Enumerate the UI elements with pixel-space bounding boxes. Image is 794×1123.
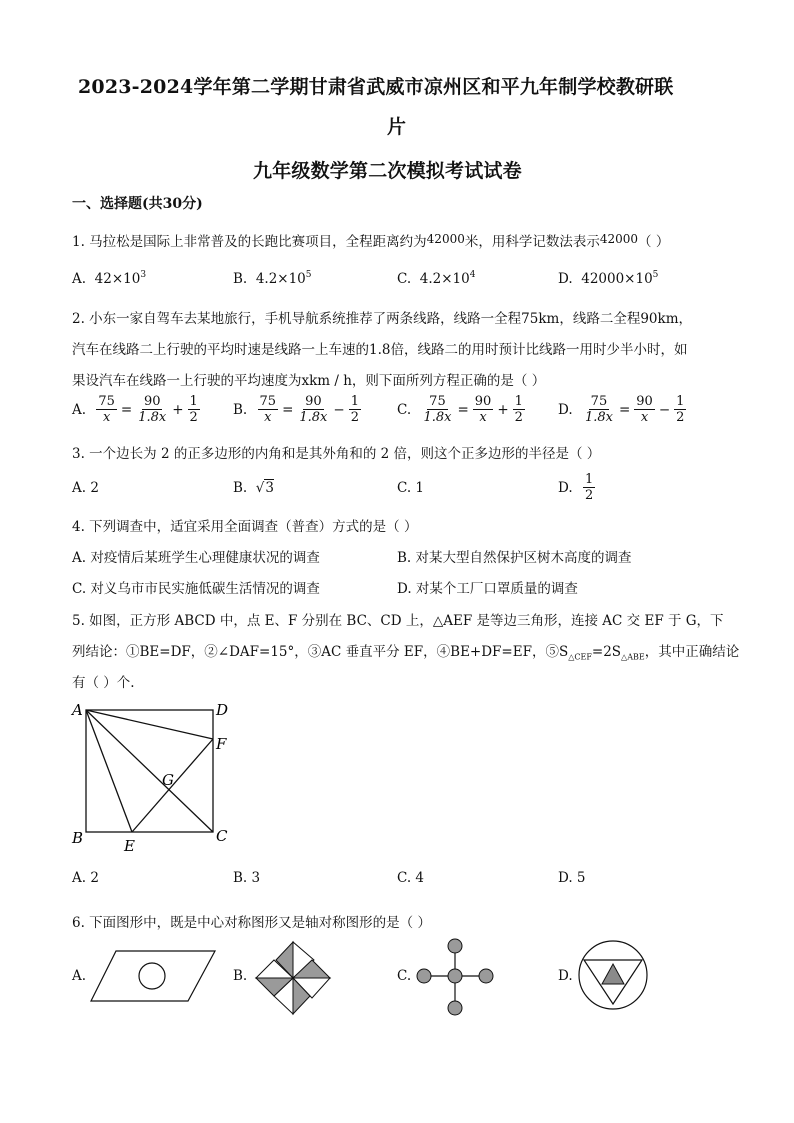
q6-label-a: A. <box>72 968 87 984</box>
q1-text-mid: 米，用科学记数法表示 <box>464 234 600 250</box>
section-heading: 一、选择题(共30分) <box>72 196 203 212</box>
q2-option-a: A. $\frac{75}{x}$ = $\frac{90}{1.8x}$ + $\frac{1}{2}$ <box>72 394 198 425</box>
q1-option-b: B. $4.2\times 10^5$ <box>233 270 312 287</box>
q2-line-1: 2. 小东一家自驾车去某地旅行，手机导航系统推荐了两条线路，线路一全程75km，线路二全程90km， <box>72 311 692 327</box>
q2-line-2: 汽车在线路二上行驶的平均时速是线路一上车速的1.8倍，线路二的用时预计比线路一用时少半小时，如 <box>72 342 688 358</box>
q4-option-d: D. 对某个工厂口罩质量的调查 <box>397 581 578 597</box>
q4-option-b: B. 对某大型自然保护区树木高度的调查 <box>397 550 632 566</box>
q1-num1: 42000 <box>426 232 465 246</box>
parallelogram-circle-figure <box>88 948 218 1004</box>
q5-line-2: 列结论：①BE=DF，②∠DAF=15°，③AC 垂直平分 EF，④BE+DF=EF，$⑤S_{\triangle CEF}=2S_{\triangle ABE}$，其中正确结论 <box>72 644 740 662</box>
q6-label-c: C. <box>397 968 412 984</box>
title-line-1: 2023-2024学年第二学期甘肃省武威市凉州区和平九年制学校教研联 <box>78 76 674 98</box>
question-3: 3. 一个边长为 2 的正多边形的内角和是其外角和的 2 倍，则这个正多边形的半径是（ ） <box>72 446 601 462</box>
question-1 <box>72 230 669 250</box>
q5-option-c: C. 4 <box>397 870 425 886</box>
q3-option-d: D. $\frac{1}{2}$ <box>558 472 594 503</box>
q5-line-1: 5. 如图，正方形 ABCD 中，点 E、F 分别在 BC、CD 上，△AEF 是等边三角形，连接 AC 交 EF 于 G，下 <box>72 613 724 629</box>
q1-num2: 42000 <box>599 232 639 246</box>
q2-option-b: B. $\frac{75}{x}$ = $\frac{90}{1.8x}$ − $\frac{1}{2}$ <box>233 394 359 425</box>
q5-option-a: A. 2 <box>72 870 99 886</box>
circle-triangle-figure <box>576 938 650 1012</box>
diagonal-ac <box>86 710 213 832</box>
segment-ae <box>86 710 132 832</box>
label-d: D <box>216 701 229 719</box>
q4-option-c: C. 对义乌市市民实施低碳生活情况的调查 <box>72 581 320 597</box>
label-g: G <box>162 771 174 789</box>
q2-option-d: D. $\frac{75}{1.8x}$ = $\frac{90}{x}$ − $\frac{1}{2}$ <box>558 394 685 425</box>
q4-option-a: A. 对疫情后某班学生心理健康状况的调查 <box>72 550 320 566</box>
question-6: 6. 下面图形中，既是中心对称图形又是轴对称图形的是（ ） <box>72 915 431 931</box>
q3-option-b: B. √3 <box>233 480 274 496</box>
segment-af <box>86 710 213 739</box>
q5-option-d: D. 5 <box>558 870 586 886</box>
label-e: E <box>124 837 135 855</box>
q3-option-c: C. 1 <box>397 480 425 496</box>
q2-line-3: 果设汽车在线路一上行驶的平均速度为xkm / h，则下面所列方程正确的是（ ） <box>72 373 546 389</box>
cross-dots-figure <box>412 936 498 1020</box>
q3-option-a: A. 2 <box>72 480 99 496</box>
q1-tail: （ ） <box>638 234 670 250</box>
q1-text: 1. 马拉松是国际上非常普及的长跑比赛项目，全程距离约为 <box>72 234 427 250</box>
title-line-2: 片 <box>387 116 407 138</box>
question-4: 4. 下列调查中，适宜采用全面调查（普查）方式的是（ ） <box>72 519 418 535</box>
label-a: A <box>72 701 83 719</box>
label-f: F <box>216 735 227 753</box>
q1-option-a: A. $42\times 10^3$ <box>72 270 147 287</box>
q1-option-c: C. $4.2\times 10^4$ <box>397 270 476 287</box>
q6-label-d: D. <box>558 968 573 984</box>
label-b: B <box>72 829 84 847</box>
q6-label-b: B. <box>233 968 248 984</box>
label-c: C <box>216 827 228 845</box>
square-figure <box>68 698 238 858</box>
pinwheel-figure <box>252 938 334 1018</box>
q5-line-3: 有（ ）个. <box>72 675 135 691</box>
title-line-3: 九年级数学第二次模拟考试试卷 <box>253 160 522 182</box>
q1-option-d: D. $42000\times 10^5$ <box>558 270 659 287</box>
q2-option-c: C. $\frac{75}{1.8x}$ = $\frac{90}{x}$ + $\frac{1}{2}$ <box>397 394 523 425</box>
q5-option-b: B. 3 <box>233 870 261 886</box>
